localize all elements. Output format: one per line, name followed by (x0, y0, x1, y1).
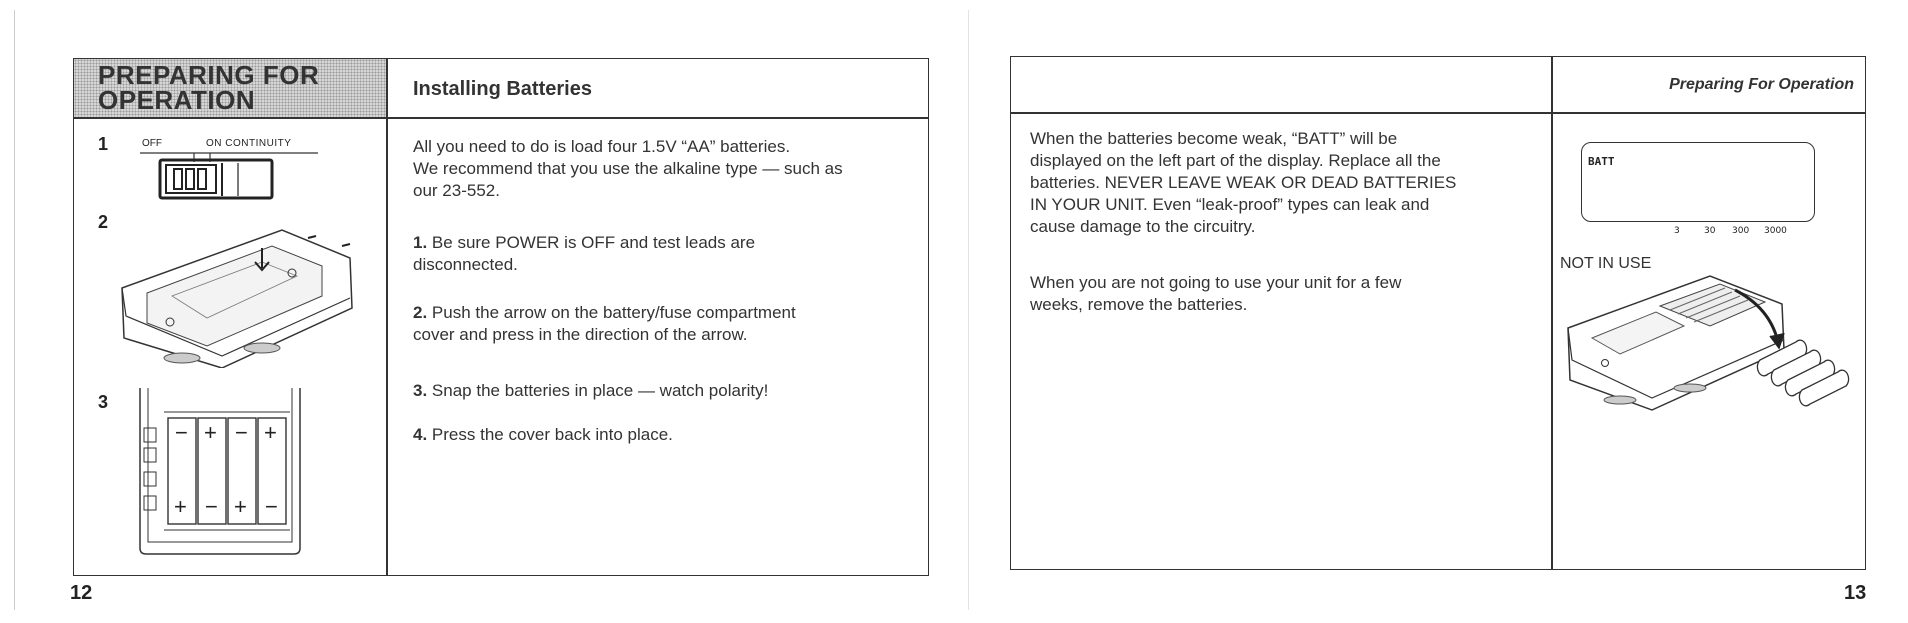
figure-number-3: 3 (98, 392, 109, 412)
battery-cover-figure (112, 218, 362, 368)
step-4-number: 4. (413, 425, 428, 444)
step-2-line-2: cover and press in the direction of the arrow. (413, 325, 748, 344)
battery-compartment-outline (134, 388, 306, 556)
para2-line-2: weeks, remove the batteries. (1030, 295, 1248, 314)
lcd-display (1581, 142, 1815, 222)
page-title: Installing Batteries (413, 78, 592, 100)
battery-polarity-top-1: − (175, 420, 188, 445)
section-heading (98, 60, 320, 115)
section-heading-line-2: OPERATION (98, 85, 256, 115)
para1-line-1: When the batteries become weak, “BATT” will be (1030, 129, 1398, 148)
switch-illustration (138, 150, 338, 206)
battery-polarity-bottom-2: − (205, 494, 218, 519)
intro-line-3: our 23-552. (413, 181, 500, 200)
binding-mark (14, 10, 15, 610)
intro-line-1: All you need to do is load four 1.5V “AA” batteries. (413, 137, 791, 156)
lcd-scale-300: 300 (1732, 226, 1750, 236)
figure-number-1: 1 (98, 134, 109, 154)
step-3-line-1: Snap the batteries in place — watch polarity! (431, 381, 769, 400)
weak-battery-paragraph (1030, 128, 1540, 238)
battery-polarity-bottom-4: − (265, 494, 278, 519)
step-2-line-1: Push the arrow on the battery/fuse compartment (431, 303, 796, 322)
storage-paragraph (1030, 272, 1540, 316)
page-number-left: 12 (70, 582, 93, 604)
step-2 (413, 302, 923, 346)
not-in-use-label: NOT IN USE (1560, 255, 1652, 272)
step-4 (413, 424, 923, 446)
intro-paragraph (413, 136, 923, 202)
running-head: Preparing For Operation (1669, 76, 1854, 93)
battery-polarity-top-2: + (204, 420, 217, 445)
right-header-divider (1010, 112, 1866, 114)
left-header-divider (73, 117, 929, 119)
step-1 (413, 232, 923, 276)
battery-polarity-top-4: + (264, 420, 277, 445)
battery-polarity-bottom-1: + (174, 494, 187, 519)
right-page (954, 0, 1908, 623)
power-switch-figure (138, 136, 338, 206)
section-heading-line-1: PREPARING FOR (98, 60, 320, 90)
step-1-line-2: disconnected. (413, 255, 518, 274)
step-3 (413, 380, 923, 402)
lcd-scale-3000: 3000 (1764, 226, 1787, 236)
battery-removal-figure (1560, 268, 1860, 418)
para2-line-1: When you are not going to use your unit for a few (1030, 273, 1402, 292)
lcd-scale-30: 30 (1704, 226, 1716, 236)
battery-compartment-figure (134, 388, 306, 556)
para1-line-5: cause damage to the circuitry. (1030, 217, 1256, 236)
step-2-number: 2. (413, 303, 428, 322)
page-number-right: 13 (1844, 582, 1867, 604)
left-column-divider (386, 58, 388, 576)
step-4-line-1: Press the cover back into place. (431, 425, 673, 444)
para1-line-2: displayed on the left part of the display. Replace all the (1030, 151, 1441, 170)
lcd-batt-indicator: BATT (1588, 155, 1615, 168)
intro-line-2: We recommend that you use the alkaline type — such as (413, 159, 843, 178)
battery-polarity-bottom-3: + (234, 494, 247, 519)
right-column-divider (1551, 56, 1553, 570)
battery-polarity-top-3: − (235, 420, 248, 445)
step-1-line-1: Be sure POWER is OFF and test leads are (431, 233, 756, 252)
lcd-scale-3: 3 (1674, 226, 1680, 236)
step-3-number: 3. (413, 381, 428, 400)
figure-number-2: 2 (98, 212, 109, 232)
switch-label-off: OFF (142, 138, 162, 149)
para1-line-3: batteries. NEVER LEAVE WEAK OR DEAD BATTERIES (1030, 173, 1457, 192)
switch-label-on-continuity: ON CONTINUITY (206, 138, 292, 149)
para1-line-4: IN YOUR UNIT. Even “leak-proof” types can leak and (1030, 195, 1430, 214)
step-1-number: 1. (413, 233, 428, 252)
